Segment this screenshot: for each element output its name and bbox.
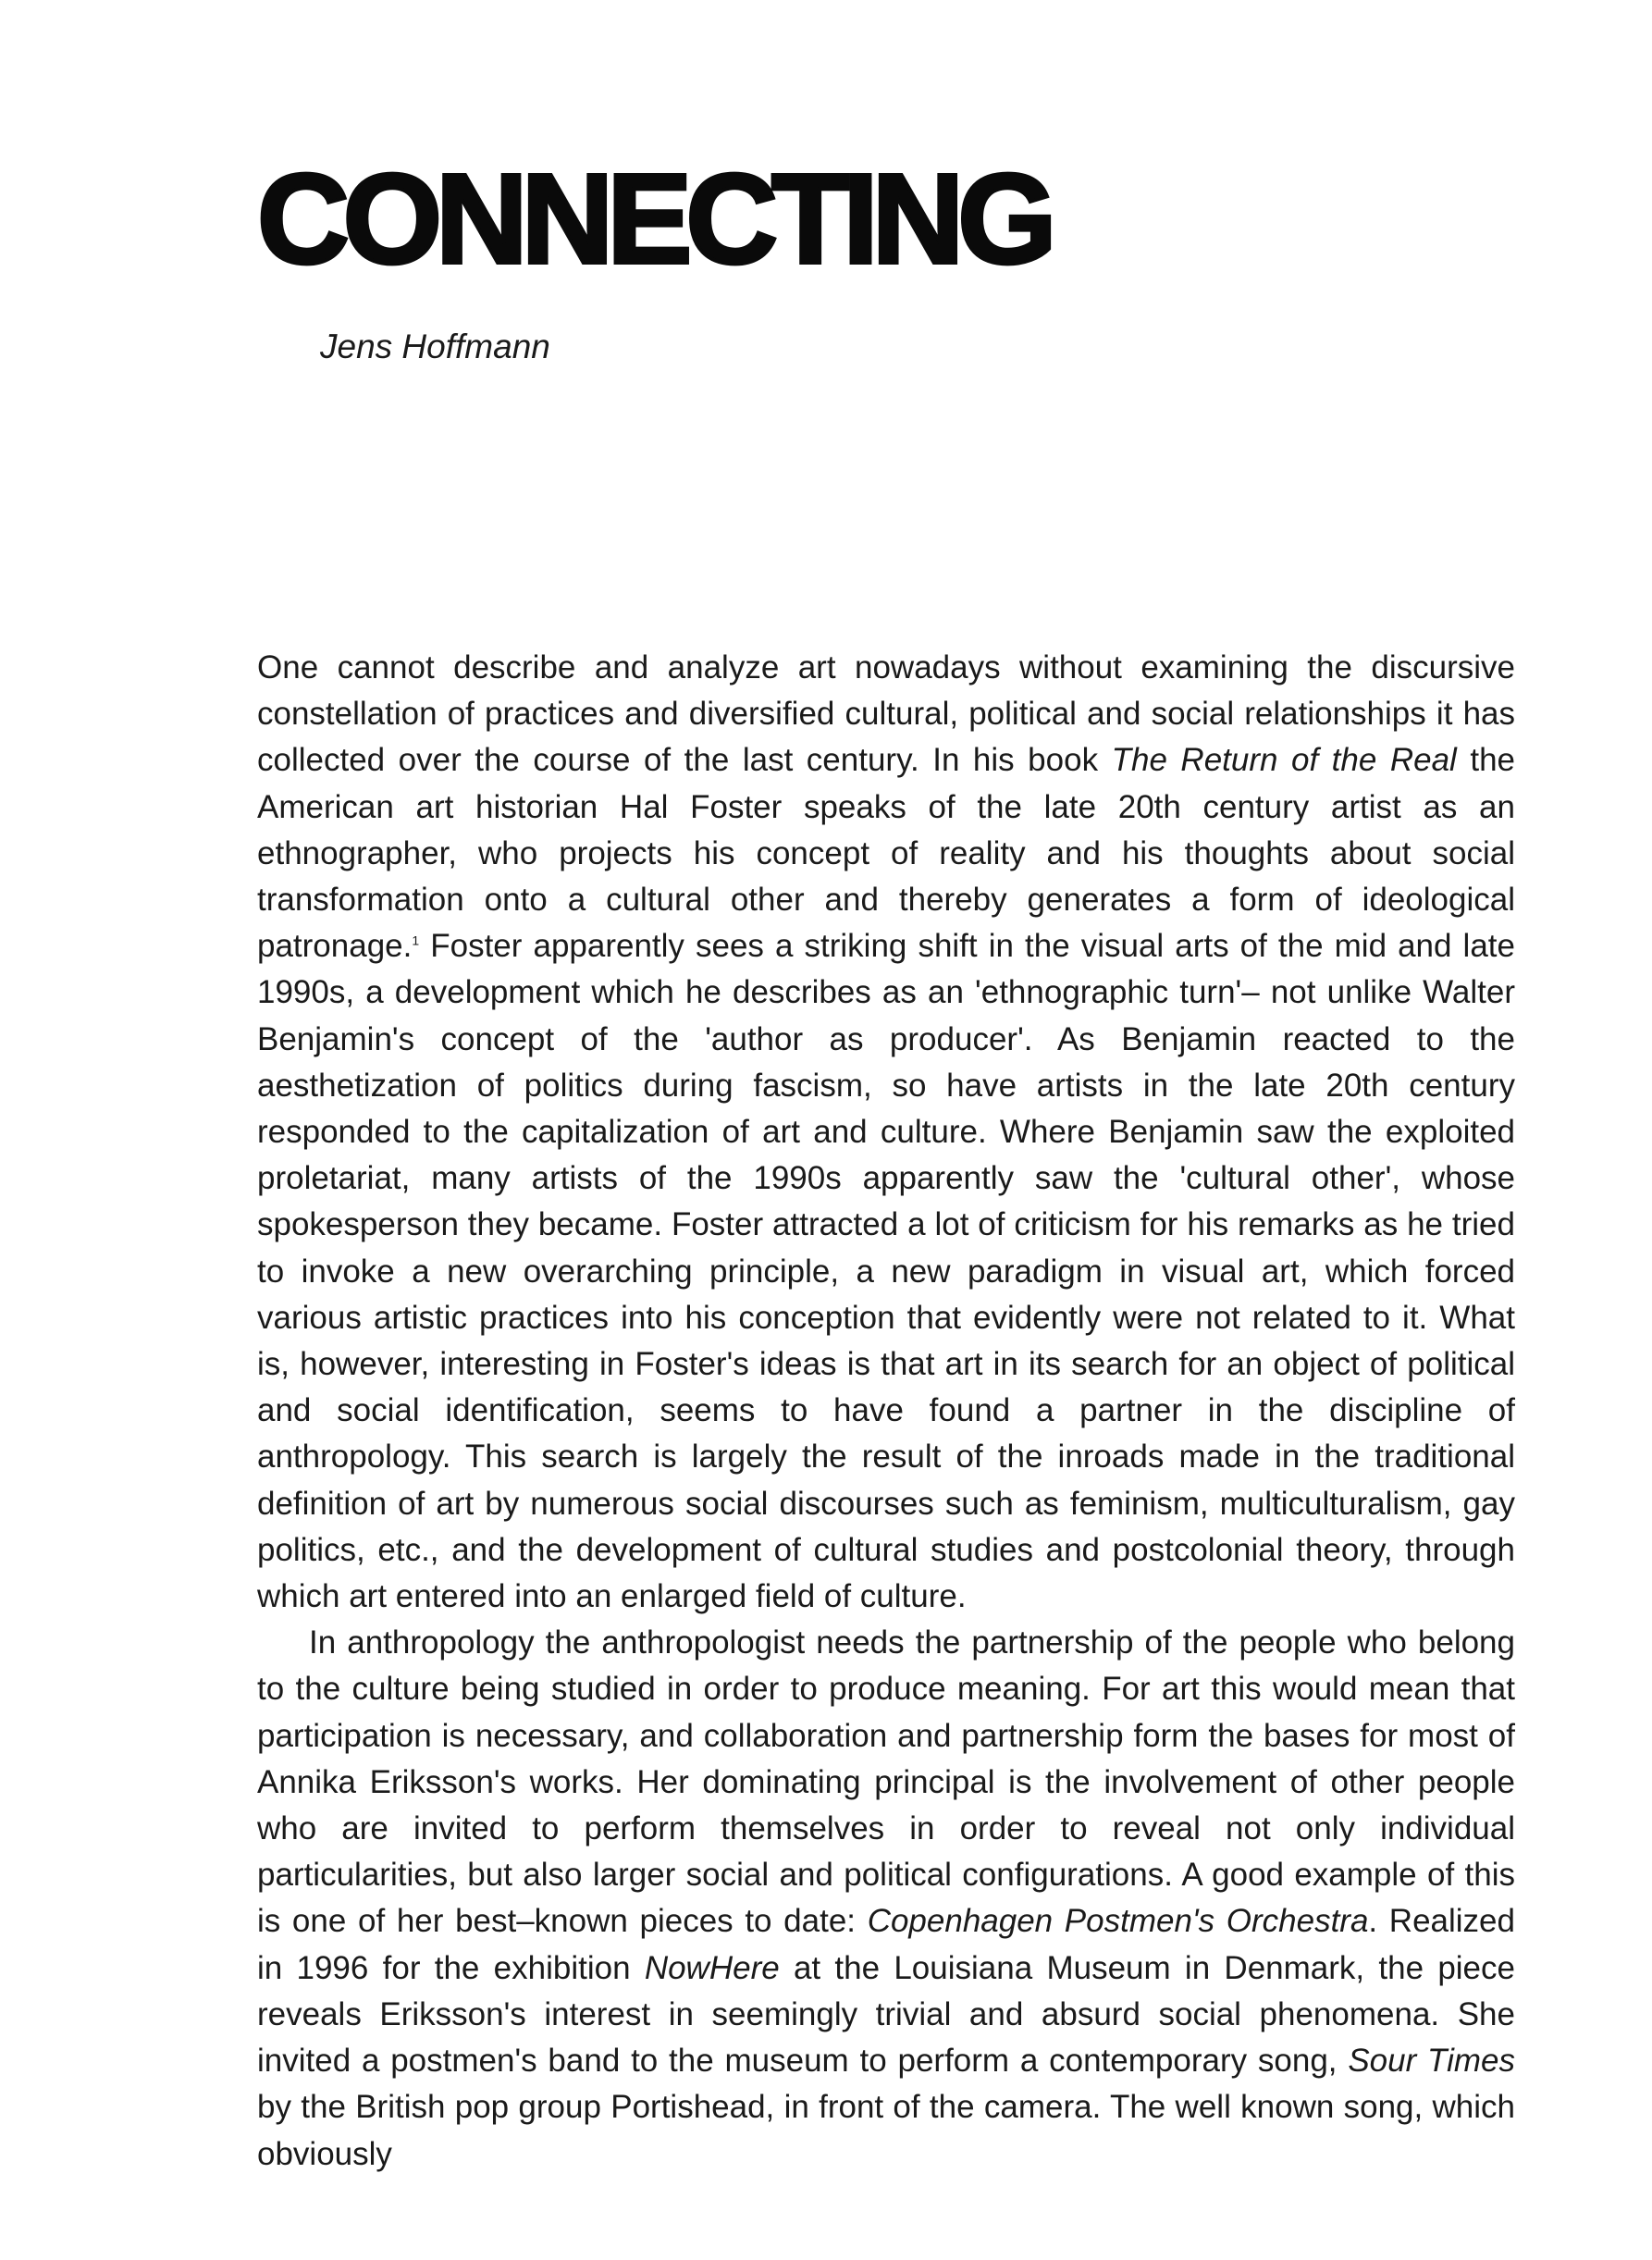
text-segment: at the Louisiana Museum in Denmark, the piece reveals Eriksson's interest in seemingly trivial and absurd social phenomena. She invited a postmen's band to the museum to perform a contemporary song, — [257, 1949, 1515, 2080]
paragraph-2 — [257, 1620, 1515, 2177]
text-segment: One cannot describe and analyze art nowadays without examining the discursive constellation of practices and diversified cultural, political and social relationships it has collected over the course of the last century. In his book — [257, 649, 1515, 779]
text-segment: In anthropology the anthropologist needs the partnership of the people who belong to the culture being studied in order to produce meaning. For art this would mean that participation is necessary, and collaboration and partnership form the bases for most of Annika Eriksson's works. Her dominating principal is the involvement of other people who are invited to perform themselves in order to reveal not only individual particularities, but also larger social and political configurations. A good example of this is one of her best–known pieces to date: — [257, 1624, 1515, 1940]
work-title-copenhagen-postmens-orchestra: Copenhagen Postmen's Orchestra — [867, 1903, 1369, 1940]
exhibition-title-nowhere: NowHere — [644, 1949, 780, 1986]
paragraph-1 — [257, 645, 1515, 1620]
footnote-reference: 1 — [412, 932, 420, 948]
page-title: CONNECTING — [257, 148, 1051, 290]
author-name: Jens Hoffmann — [320, 327, 550, 365]
text-segment: Foster apparently sees a striking shift in the visual arts of the mid and late 1990s, a development which he describes as an 'ethnographic turn'– not unlike Walter Benjamin's concept of the 'author as producer'. As Benjamin reacted to the aesthetization of politics during fascism, so have artists in the late 20th century responded to the capitalization of art and culture. Where Benjamin saw the exploited proletariat, many artists of the 1990s apparently saw the 'cultural other', whose spokesperson they became. Foster attracted a lot of criticism for his remarks as he tried to invoke a new overarching principle, a new paradigm in visual art, which forced various artistic practices into his conception that evidently were not related to it. What is, however, interesting in Foster's ideas is that art in its search for an object of political and social identification, seems to have found a partner in the discipline of anthropology. This search is largely the result of the inroads made in the traditional definition of art by numerous social discourses such as feminism, multiculturalism, gay politics, etc., and the development of cultural studies and postcolonial theory, through which art entered into an enlarged field of culture. — [257, 928, 1515, 1615]
body-text — [257, 645, 1515, 2178]
text-segment: by the British pop group Portishead, in front of the camera. The well known song, which obviously — [257, 2089, 1515, 2172]
song-title-sour-times: Sour Times — [1348, 2043, 1516, 2080]
text-segment: . Realized in 1996 for the exhibition — [257, 1903, 1515, 1986]
book-title-the-return-of-the-real: The Return of the Real — [1111, 742, 1457, 779]
text-segment: the American art historian Hal Foster speaks of the late 20th century artist as an ethnographer, who projects his concept of reality and his thoughts about social transformation onto a cultural other and thereby generates a form of ideological patronage. — [257, 742, 1515, 965]
